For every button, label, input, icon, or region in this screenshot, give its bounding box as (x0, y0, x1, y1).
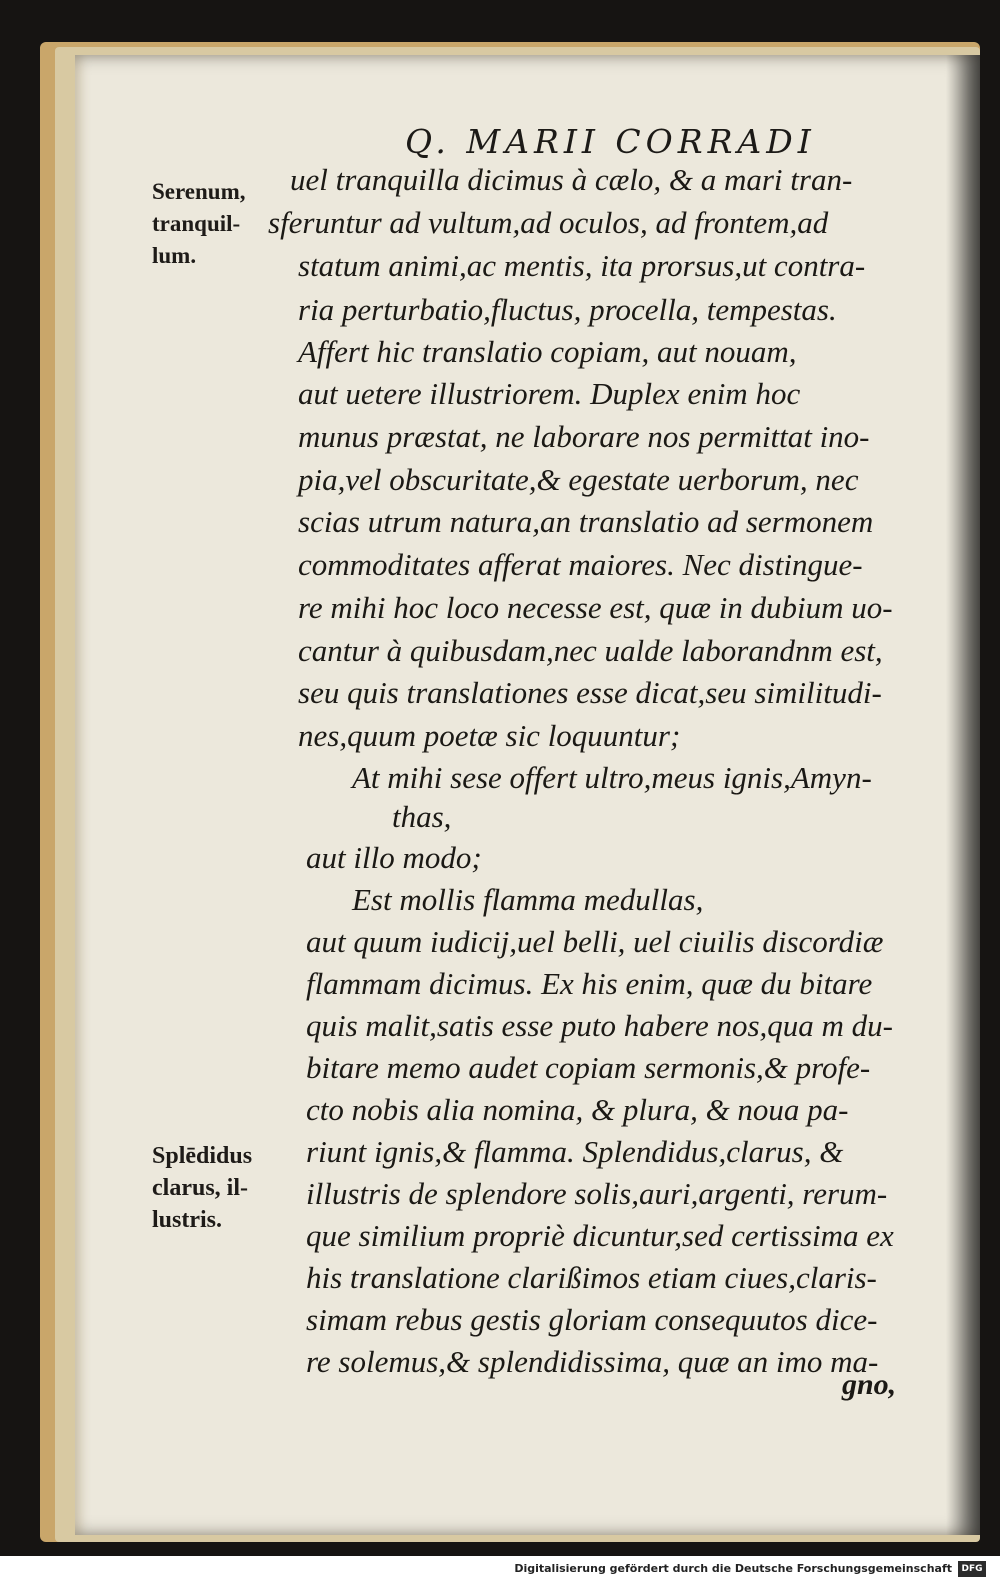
text-line: riunt ignis,& flamma. Splendidus,clarus, & (306, 1134, 844, 1169)
text-line: cto nobis alia nomina, & plura, & noua pa- (306, 1092, 849, 1127)
text-line: statum animi,ac mentis, ita prorsus,ut contra- (298, 248, 866, 283)
text-line: sferuntur ad vultum,ad oculos, ad frontem,ad (268, 205, 829, 240)
text-line: re solemus,& splendidissima, quæ an imo ma- (306, 1344, 879, 1379)
text-line: scias utrum natura,an translatio ad sermonem (298, 504, 874, 539)
funding-credit: Digitalisierung gefördert durch die Deutsche Forschungsgemeinschaft (514, 1562, 952, 1575)
dfg-logo: DFG (958, 1561, 986, 1577)
text-line: seu quis translationes esse dicat,seu similitudi- (298, 675, 882, 710)
catchword: gno, (842, 1368, 897, 1401)
running-head: Q. MARII CORRADI (405, 122, 816, 161)
text-line: pia,vel obscuritate,& egestate uerborum, nec (298, 462, 859, 497)
text-line: uel tranquilla dicimus à cælo, & a mari tran- (290, 162, 853, 197)
verse-line: Est mollis flamma medullas, (352, 882, 704, 917)
text-line: aut quum iudicij,uel belli, uel ciuilis discordiæ (306, 924, 884, 959)
text-line: aut uetere illustriorem. Duplex enim hoc (298, 376, 801, 411)
text-line: illustris de splendore solis,auri,argenti, rerum- (306, 1176, 888, 1211)
text-line: flammam dicimus. Ex his enim, quæ du bitare (306, 966, 873, 1001)
margin-note-line: lum. (152, 243, 197, 268)
verse-line: thas, (392, 799, 452, 834)
margin-note-line: tranquil- (152, 211, 241, 236)
margin-note-line: Splēdidus (152, 1143, 253, 1169)
text-line: simam rebus gestis gloriam consequutos dice- (306, 1302, 878, 1337)
text-line: que similium propriè dicuntur,sed certissima ex (306, 1218, 894, 1253)
text-line: munus præstat, ne laborare nos permittat ino- (298, 419, 870, 454)
footer-bar (0, 1556, 1000, 1584)
verse-line: At mihi sese offert ultro,meus ignis,Amyn- (352, 760, 872, 795)
text-line: ria perturbatio,fluctus, procella, tempestas. (298, 292, 837, 327)
text-line: re mihi hoc loco necesse est, quæ in dubium uo- (298, 590, 893, 625)
text-line: quis malit,satis esse puto habere nos,qua m du- (306, 1008, 893, 1043)
text-line: bitare memo audet copiam sermonis,& profe- (306, 1050, 871, 1085)
text-line: nes,quum poetæ sic loquuntur; (298, 718, 681, 753)
text-line: Affert hic translatio copiam, aut nouam, (298, 334, 797, 369)
text-line: aut illo modo; (306, 840, 482, 875)
text-line: commoditates afferat maiores. Nec distingue- (298, 547, 863, 582)
text-line: cantur à quibusdam,nec ualde laborandnm est, (298, 633, 883, 668)
margin-note-line: lustris. (152, 1207, 223, 1233)
margin-note-line: clarus, il- (152, 1175, 248, 1201)
text-line: his translatione clarißimos etiam ciues,claris- (306, 1260, 877, 1295)
margin-note-line: Serenum, (152, 179, 246, 204)
